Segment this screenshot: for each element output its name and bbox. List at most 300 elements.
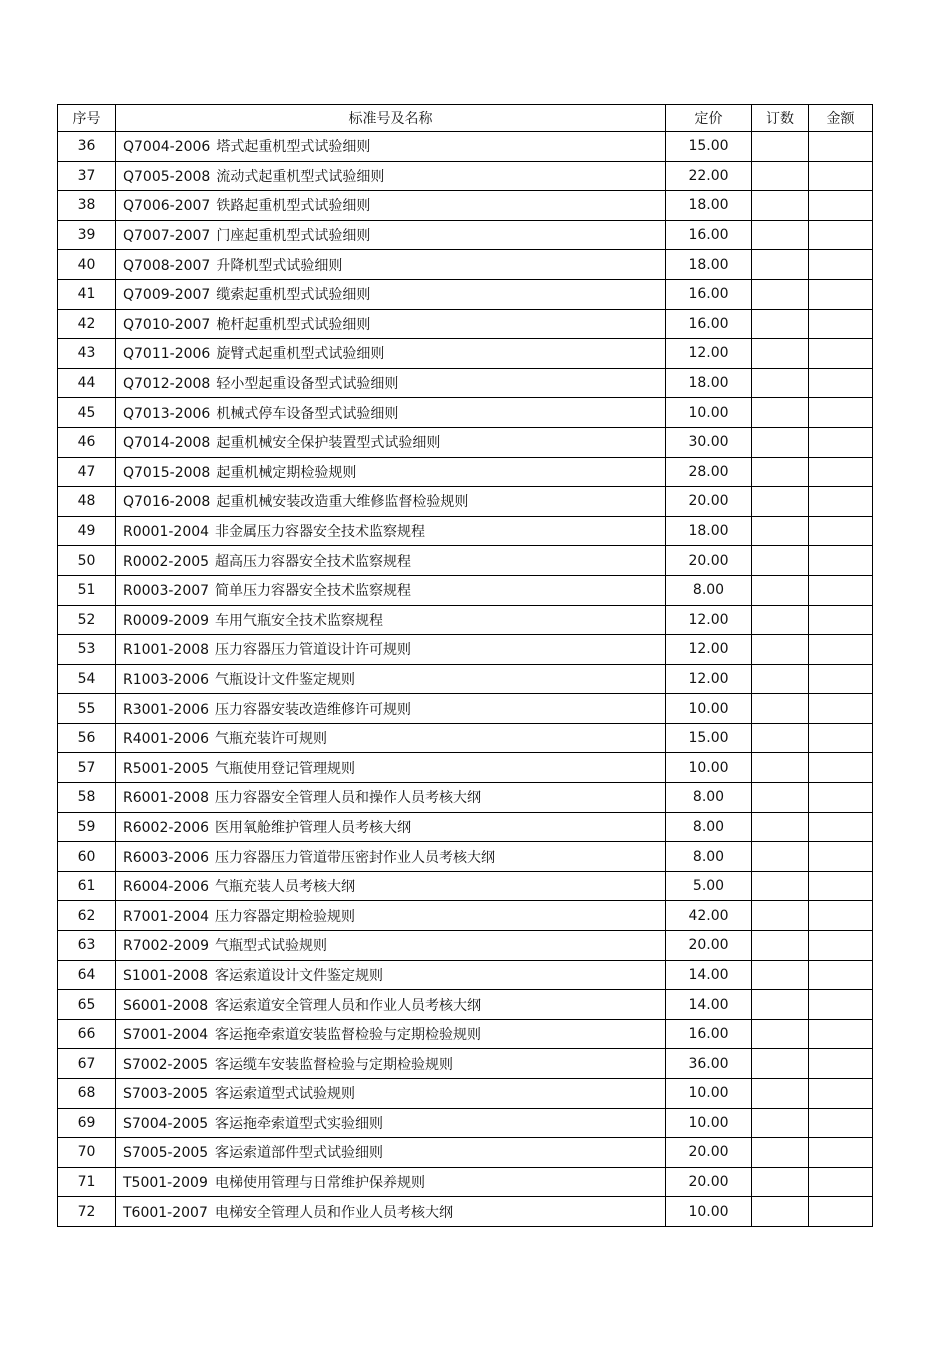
amount-cell (809, 990, 873, 1020)
quantity-cell[interactable] (752, 132, 809, 162)
standard-title: 轻小型起重设备型式试验细则 (216, 376, 399, 393)
quantity-cell[interactable] (752, 1079, 809, 1109)
table-row (58, 191, 873, 221)
table-row (58, 753, 873, 783)
header-qty: 订数 (752, 105, 809, 132)
standard-name-cell (116, 161, 666, 191)
standard-name-cell (116, 990, 666, 1020)
row-number: 59 (58, 812, 116, 842)
standard-title: 客运索道型式试验规则 (215, 1086, 355, 1103)
amount-cell (809, 457, 873, 487)
table-row (58, 161, 873, 191)
standard-name-cell (116, 220, 666, 250)
price-cell: 30.00 (666, 427, 752, 457)
row-number: 64 (58, 960, 116, 990)
standard-title: 客运索道设计文件鉴定规则 (215, 967, 383, 984)
amount-cell (809, 871, 873, 901)
amount-cell (809, 931, 873, 961)
standard-name-cell (116, 398, 666, 428)
standard-name-cell (116, 250, 666, 280)
table-row (58, 842, 873, 872)
row-number: 66 (58, 1019, 116, 1049)
quantity-cell[interactable] (752, 812, 809, 842)
standard-code: Q7010-2007 (123, 316, 211, 333)
standard-code: S7004-2005 (123, 1115, 209, 1132)
amount-cell (809, 783, 873, 813)
table-body (58, 132, 873, 1227)
standard-code: Q7005-2008 (123, 168, 211, 185)
table-row (58, 931, 873, 961)
row-number: 48 (58, 487, 116, 517)
price-cell: 20.00 (666, 487, 752, 517)
price-cell: 12.00 (666, 664, 752, 694)
row-number: 45 (58, 398, 116, 428)
standard-code: S1001-2008 (123, 967, 209, 984)
standard-code: R3001-2006 (123, 701, 210, 718)
standard-name-cell (116, 812, 666, 842)
standard-code: R7002-2009 (123, 938, 210, 955)
amount-cell (809, 279, 873, 309)
standard-name-cell (116, 546, 666, 576)
standard-title: 非金属压力容器安全技术监察规程 (215, 524, 426, 541)
price-cell: 16.00 (666, 1019, 752, 1049)
table-row (58, 1138, 873, 1168)
standard-title: 气瓶充装人员考核大纲 (215, 879, 356, 896)
standard-name-cell (116, 1197, 666, 1227)
table-row (58, 783, 873, 813)
amount-cell (809, 1167, 873, 1197)
price-cell: 16.00 (666, 309, 752, 339)
standard-code: Q7016-2008 (123, 494, 211, 511)
table-row (58, 368, 873, 398)
amount-cell (809, 1108, 873, 1138)
standard-name-cell (116, 309, 666, 339)
standard-title: 压力容器安装改造维修许可规则 (215, 701, 412, 718)
table-header-row (58, 105, 873, 132)
row-number: 68 (58, 1079, 116, 1109)
quantity-cell[interactable] (752, 220, 809, 250)
price-cell: 14.00 (666, 960, 752, 990)
quantity-cell[interactable] (752, 783, 809, 813)
price-cell: 15.00 (666, 723, 752, 753)
row-number: 51 (58, 575, 116, 605)
amount-cell (809, 516, 873, 546)
price-cell: 12.00 (666, 635, 752, 665)
amount-cell (809, 1019, 873, 1049)
table-row (58, 694, 873, 724)
row-number: 62 (58, 901, 116, 931)
amount-cell (809, 487, 873, 517)
quantity-cell[interactable] (752, 161, 809, 191)
standard-title: 客运拖牵索道安装监督检验与定期检验规则 (215, 1027, 481, 1044)
table-row (58, 516, 873, 546)
table-row (58, 575, 873, 605)
table-row (58, 871, 873, 901)
standard-title: 客运索道部件型式试验细则 (215, 1145, 383, 1162)
standard-name-cell (116, 635, 666, 665)
quantity-cell[interactable] (752, 605, 809, 635)
price-cell: 36.00 (666, 1049, 752, 1079)
quantity-cell[interactable] (752, 575, 809, 605)
standard-code: R1003-2006 (123, 671, 210, 688)
price-cell: 10.00 (666, 1108, 752, 1138)
amount-cell (809, 664, 873, 694)
standard-code: R0002-2005 (123, 553, 210, 570)
quantity-cell[interactable] (752, 191, 809, 221)
standard-code: R6002-2006 (123, 819, 210, 836)
standard-code: R6003-2006 (123, 849, 210, 866)
standard-code: R0003-2007 (123, 583, 210, 600)
standard-name-cell (116, 516, 666, 546)
standard-name-cell (116, 871, 666, 901)
row-number: 57 (58, 753, 116, 783)
standard-code: S7001-2004 (123, 1027, 209, 1044)
price-cell: 12.00 (666, 605, 752, 635)
standard-code: R4001-2006 (123, 731, 210, 748)
standard-code: Q7004-2006 (123, 139, 211, 156)
quantity-cell[interactable] (752, 398, 809, 428)
table-row (58, 1167, 873, 1197)
quantity-cell[interactable] (752, 723, 809, 753)
quantity-cell[interactable] (752, 1167, 809, 1197)
row-number: 44 (58, 368, 116, 398)
row-number: 43 (58, 339, 116, 369)
quantity-cell[interactable] (752, 1197, 809, 1227)
amount-cell (809, 398, 873, 428)
row-number: 72 (58, 1197, 116, 1227)
standard-title: 门座起重机型式试验细则 (216, 228, 371, 245)
table-row (58, 457, 873, 487)
quantity-cell[interactable] (752, 664, 809, 694)
quantity-cell[interactable] (752, 1019, 809, 1049)
standard-code: R6001-2008 (123, 790, 210, 807)
standard-title: 气瓶充装许可规则 (215, 731, 328, 748)
standard-code: Q7009-2007 (123, 287, 211, 304)
table-row (58, 309, 873, 339)
standard-title: 超高压力容器安全技术监察规程 (215, 553, 412, 570)
quantity-cell[interactable] (752, 309, 809, 339)
amount-cell (809, 575, 873, 605)
standard-title: 塔式起重机型式试验细则 (216, 139, 371, 156)
amount-cell (809, 842, 873, 872)
price-cell: 28.00 (666, 457, 752, 487)
standard-code: R5001-2005 (123, 760, 210, 777)
table-row (58, 398, 873, 428)
quantity-cell[interactable] (752, 871, 809, 901)
header-price: 定价 (666, 105, 752, 132)
quantity-cell[interactable] (752, 753, 809, 783)
price-cell: 20.00 (666, 546, 752, 576)
standard-code: S6001-2008 (123, 997, 209, 1014)
standard-code: R6004-2006 (123, 879, 210, 896)
row-number: 50 (58, 546, 116, 576)
table-row (58, 427, 873, 457)
standard-title: 压力容器定期检验规则 (215, 908, 356, 925)
quantity-cell[interactable] (752, 694, 809, 724)
row-number: 71 (58, 1167, 116, 1197)
row-number: 46 (58, 427, 116, 457)
amount-cell (809, 132, 873, 162)
row-number: 56 (58, 723, 116, 753)
price-cell: 10.00 (666, 1197, 752, 1227)
quantity-cell[interactable] (752, 635, 809, 665)
amount-cell (809, 1079, 873, 1109)
price-cell: 10.00 (666, 398, 752, 428)
standard-title: 医用氧舱维护管理人员考核大纲 (215, 819, 412, 836)
table-row (58, 279, 873, 309)
quantity-cell[interactable] (752, 427, 809, 457)
standard-code: R0001-2004 (123, 524, 210, 541)
amount-cell (809, 427, 873, 457)
amount-cell (809, 635, 873, 665)
amount-cell (809, 339, 873, 369)
standard-code: Q7013-2006 (123, 405, 211, 422)
quantity-cell[interactable] (752, 1049, 809, 1079)
amount-cell (809, 546, 873, 576)
price-cell: 5.00 (666, 871, 752, 901)
standard-name-cell (116, 1079, 666, 1109)
standard-code: Q7007-2007 (123, 228, 211, 245)
standard-name-cell (116, 368, 666, 398)
table-row (58, 1108, 873, 1138)
quantity-cell[interactable] (752, 546, 809, 576)
quantity-cell[interactable] (752, 487, 809, 517)
standard-name-cell (116, 901, 666, 931)
amount-cell (809, 1049, 873, 1079)
table-row (58, 901, 873, 931)
price-cell: 8.00 (666, 783, 752, 813)
header-no: 序号 (58, 105, 116, 132)
standard-code: Q7011-2006 (123, 346, 211, 363)
price-cell: 42.00 (666, 901, 752, 931)
standard-name-cell (116, 1019, 666, 1049)
price-cell: 18.00 (666, 516, 752, 546)
row-number: 47 (58, 457, 116, 487)
quantity-cell[interactable] (752, 1108, 809, 1138)
standard-name-cell (116, 1049, 666, 1079)
standard-title: 气瓶型式试验规则 (215, 938, 328, 955)
standard-title: 车用气瓶安全技术监察规程 (215, 612, 384, 629)
amount-cell (809, 1138, 873, 1168)
price-list-sheet (57, 104, 873, 1227)
standard-name-cell (116, 753, 666, 783)
amount-cell (809, 812, 873, 842)
amount-cell (809, 901, 873, 931)
standard-title: 起重机械安全保护装置型式试验细则 (216, 435, 441, 452)
standard-name-cell (116, 783, 666, 813)
standard-title: 客运索道安全管理人员和作业人员考核大纲 (215, 997, 481, 1014)
amount-cell (809, 161, 873, 191)
row-number: 61 (58, 871, 116, 901)
price-cell: 8.00 (666, 575, 752, 605)
standard-name-cell (116, 457, 666, 487)
quantity-cell[interactable] (752, 339, 809, 369)
quantity-cell[interactable] (752, 901, 809, 931)
row-number: 36 (58, 132, 116, 162)
price-cell: 10.00 (666, 694, 752, 724)
price-cell: 20.00 (666, 1138, 752, 1168)
standard-name-cell (116, 694, 666, 724)
price-cell: 20.00 (666, 1167, 752, 1197)
row-number: 67 (58, 1049, 116, 1079)
standard-code: R7001-2004 (123, 908, 210, 925)
price-cell: 8.00 (666, 842, 752, 872)
amount-cell (809, 220, 873, 250)
quantity-cell[interactable] (752, 516, 809, 546)
standard-code: Q7015-2008 (123, 464, 211, 481)
quantity-cell[interactable] (752, 1138, 809, 1168)
price-cell: 10.00 (666, 753, 752, 783)
standard-title: 流动式起重机型式试验细则 (216, 168, 385, 185)
table-row (58, 1019, 873, 1049)
quantity-cell[interactable] (752, 842, 809, 872)
row-number: 49 (58, 516, 116, 546)
quantity-cell[interactable] (752, 250, 809, 280)
price-cell: 20.00 (666, 931, 752, 961)
table-row (58, 635, 873, 665)
amount-cell (809, 309, 873, 339)
price-cell: 16.00 (666, 220, 752, 250)
standard-title: 起重机械安装改造重大维修监督检验规则 (216, 494, 469, 511)
standard-title: 客运拖牵索道型式实验细则 (215, 1115, 383, 1132)
row-number: 58 (58, 783, 116, 813)
standard-code: Q7008-2007 (123, 257, 211, 274)
price-cell: 15.00 (666, 132, 752, 162)
standard-code: Q7012-2008 (123, 376, 211, 393)
price-cell: 22.00 (666, 161, 752, 191)
quantity-cell[interactable] (752, 960, 809, 990)
table-row (58, 664, 873, 694)
table-row (58, 220, 873, 250)
standard-code: R1001-2008 (123, 642, 210, 659)
standard-name-cell (116, 664, 666, 694)
standard-code: S7003-2005 (123, 1086, 209, 1103)
price-cell: 14.00 (666, 990, 752, 1020)
row-number: 63 (58, 931, 116, 961)
standard-title: 客运缆车安装监督检验与定期检验规则 (215, 1056, 453, 1073)
price-cell: 18.00 (666, 191, 752, 221)
table-row (58, 132, 873, 162)
standard-title: 气瓶使用登记管理规则 (215, 760, 356, 777)
standard-name-cell (116, 723, 666, 753)
amount-cell (809, 723, 873, 753)
standard-name-cell (116, 605, 666, 635)
standard-code: S7005-2005 (123, 1145, 209, 1162)
standard-title: 气瓶设计文件鉴定规则 (215, 671, 356, 688)
row-number: 42 (58, 309, 116, 339)
standard-title: 起重机械定期检验规则 (216, 464, 357, 481)
row-number: 54 (58, 664, 116, 694)
standard-title: 电梯使用管理与日常维护保养规则 (215, 1175, 425, 1192)
amount-cell (809, 605, 873, 635)
standard-title: 升降机型式试验细则 (216, 257, 343, 274)
standard-name-cell (116, 132, 666, 162)
standard-code: T5001-2009 (123, 1175, 208, 1192)
table-row (58, 723, 873, 753)
standard-code: S7002-2005 (123, 1056, 209, 1073)
quantity-cell[interactable] (752, 931, 809, 961)
table-row (58, 487, 873, 517)
row-number: 60 (58, 842, 116, 872)
standard-name-cell (116, 931, 666, 961)
standard-name-cell (116, 191, 666, 221)
quantity-cell[interactable] (752, 457, 809, 487)
standard-code: Q7014-2008 (123, 435, 211, 452)
standard-title: 缆索起重机型式试验细则 (216, 287, 371, 304)
row-number: 37 (58, 161, 116, 191)
amount-cell (809, 753, 873, 783)
standard-name-cell (116, 1108, 666, 1138)
amount-cell (809, 1197, 873, 1227)
row-number: 70 (58, 1138, 116, 1168)
table-row (58, 605, 873, 635)
standard-title: 旋臂式起重机型式试验细则 (216, 346, 385, 363)
standard-name-cell (116, 1167, 666, 1197)
amount-cell (809, 960, 873, 990)
standard-name-cell (116, 1138, 666, 1168)
amount-cell (809, 368, 873, 398)
standard-code: Q7006-2007 (123, 198, 211, 215)
standards-price-table (57, 104, 873, 1227)
row-number: 55 (58, 694, 116, 724)
standard-name-cell (116, 575, 666, 605)
row-number: 38 (58, 191, 116, 221)
standard-name-cell (116, 279, 666, 309)
row-number: 53 (58, 635, 116, 665)
table-row (58, 250, 873, 280)
standard-name-cell (116, 427, 666, 457)
standard-title: 简单压力容器安全技术监察规程 (215, 583, 412, 600)
row-number: 65 (58, 990, 116, 1020)
standard-name-cell (116, 487, 666, 517)
quantity-cell[interactable] (752, 368, 809, 398)
amount-cell (809, 694, 873, 724)
amount-cell (809, 250, 873, 280)
quantity-cell[interactable] (752, 279, 809, 309)
table-row (58, 990, 873, 1020)
standard-name-cell (116, 842, 666, 872)
quantity-cell[interactable] (752, 990, 809, 1020)
row-number: 39 (58, 220, 116, 250)
table-row (58, 812, 873, 842)
price-cell: 18.00 (666, 250, 752, 280)
standard-code: T6001-2007 (123, 1204, 208, 1221)
table-row (58, 1079, 873, 1109)
table-row (58, 960, 873, 990)
price-cell: 16.00 (666, 279, 752, 309)
standard-code: R0009-2009 (123, 612, 210, 629)
row-number: 69 (58, 1108, 116, 1138)
standard-title: 机械式停车设备型式试验细则 (216, 405, 399, 422)
row-number: 40 (58, 250, 116, 280)
table-row (58, 339, 873, 369)
header-amount: 金额 (809, 105, 873, 132)
header-name: 标准号及名称 (116, 105, 666, 132)
amount-cell (809, 191, 873, 221)
standard-title: 铁路起重机型式试验细则 (216, 198, 371, 215)
standard-title: 压力容器压力管道带压密封作业人员考核大纲 (215, 849, 496, 866)
standard-title: 电梯安全管理人员和作业人员考核大纲 (215, 1204, 453, 1221)
standard-title: 压力容器压力管道设计许可规则 (215, 642, 412, 659)
standard-name-cell (116, 960, 666, 990)
standard-title: 桅杆起重机型式试验细则 (216, 316, 371, 333)
standard-name-cell (116, 339, 666, 369)
standard-title: 压力容器安全管理人员和操作人员考核大纲 (215, 790, 482, 807)
table-row (58, 546, 873, 576)
price-cell: 12.00 (666, 339, 752, 369)
price-cell: 10.00 (666, 1079, 752, 1109)
price-cell: 18.00 (666, 368, 752, 398)
